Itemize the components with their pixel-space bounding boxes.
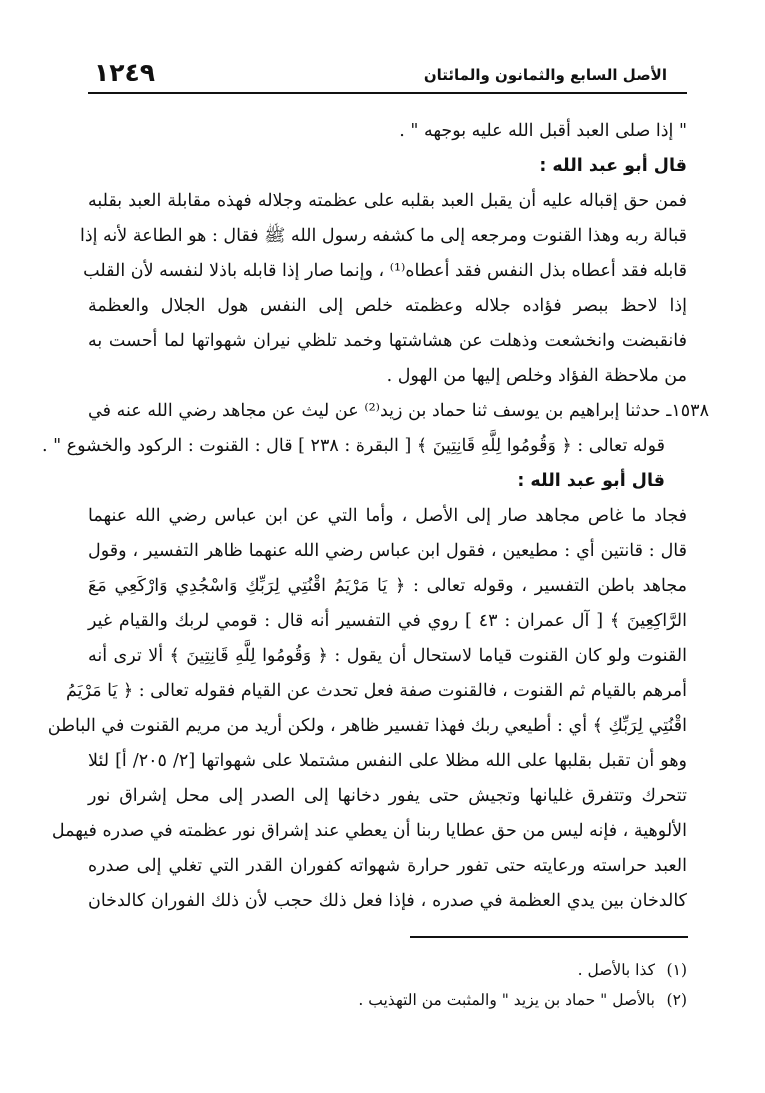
running-header [88,56,687,94]
section-heading: قال أبو عبد الله : [539,156,687,176]
text-line: قابله فقد أعطاه بذل النفس فقد أعطاه⁽¹⁾ ، وإنما صار إذا قابله باذلا لنفسه لأن القلب [83,261,687,281]
footnote-number: (١) [666,961,687,979]
footnote-text: بالأصل " حماد بن يزيد " والمثبت من التهذيب . [358,991,655,1009]
text-line: الألوهية ، فإنه ليس من حق عطايا ربنا أن يعطي عند إشراق نور عظمته في صدره فيهمل [51,821,687,841]
chapter-title: الأصل السابع والثمانون والمائتان [423,66,667,84]
footnote [88,955,687,985]
text-line: قوله تعالى : ﴿ وَقُومُوا لِلَّهِ قَانِتِينَ ﴾ [ البقرة : ٢٣٨ ] قال : القنوت : الركود والخشوع " . [41,436,665,456]
text-line: قبالة ربه وهذا القنوت ومرجعه إلى ما كشفه رسول الله ﷺ فقال : هو الطاعة لأنه إذا [79,226,687,246]
footnotes [88,955,687,1015]
page-number: ١٢٤٩ [94,58,156,87]
text-line: أمرهم بالقيام ثم القنوت ، فالقنوت صفة فعل تحدث عن القيام فقوله تعالى : ﴿ يَا مَرْيَمُ [66,681,687,701]
footnote-number: (٢) [666,991,687,1009]
text-line: " إذا صلى العبد أقبل الله عليه بوجهه " . [399,121,687,141]
text-line: القنوت ولو كان القنوت قياما لاستحال أن يقول : ﴿ وَقُومُوا لِلَّهِ قَانِتِينَ ﴾ ألا ترى أنه [88,646,687,666]
footnote-separator [410,936,688,938]
text-line: فمن حق إقباله عليه أن يقبل العبد بقلبه على عظمته وجلاله فهذه مقابلة العبد بقلبه [88,191,687,211]
footnote-text: كذا بالأصل . [577,961,655,979]
text-line: الرَّاكِعِينَ ﴾ [ آل عمران : ٤٣ ] روي في التفسير أنه قال : قومي لربك والقيام غير [88,611,688,631]
text-line: فانقبضت وانخشعت وذهلت عن هشاشتها وخمد تلظي نيران شهواتها لما أحست به [88,331,687,351]
text-line: فجاد ما غاص مجاهد صار إلى الأصل ، وأما التي عن ابن عباس رضي الله عنهما [88,506,687,526]
text-line: قال : قانتين أي : مطيعين ، فقول ابن عباس رضي الله عنهما ظاهر التفسير ، وقول [88,541,687,561]
text-line: اقْنُتِي لِرَبِّكِ ﴾ أي : أطيعي ربك فهذا تفسير ظاهر ، ولكن أريد من مريم القنوت في الباطن [47,716,687,736]
section-heading: قال أبو عبد الله : [517,471,665,491]
text-line: ١٥٣٨ـ حدثنا إبراهيم بن يوسف ثنا حماد بن زيد⁽²⁾ عن ليث عن مجاهد رضي الله عنه في [88,401,709,421]
footnote [88,985,687,1015]
text-line: وهو أن تقبل بقلبها على الله مظلا على النفس مشتملا على شهواتها [٢/ ٢٠٥/ أ] لئلا [88,751,687,771]
text-line: كالدخان بين يدي العظمة في صدره ، فإذا فعل ذلك حجب لأن ذلك الفوران كالدخان [88,891,687,911]
text-line: مجاهد باطن التفسير ، وقوله تعالى : ﴿ يَا مَرْيَمُ اقْنُتِي لِرَبِّكِ وَاسْجُدِي وَارْكَعِي مَعَ [88,576,687,596]
main-text [41,114,709,919]
text-line: من ملاحظة الفؤاد وخلص إليها من الهول . [386,366,687,386]
text-line: العبد حراسته ورعايته حتى تفور حرارة شهواته كفوران القدر التي تغلي إلى صدره [88,856,687,876]
text-line: إذا لاحظ ببصر فؤاده جلاله وعظمته خلص إلى النفس هول الجلال والعظمة [88,296,687,316]
text-line: تتحرك وتتفرق غليانها وتجيش حتى يفور دخانها إلى الصدر إلى محل إشراق نور [88,786,687,806]
